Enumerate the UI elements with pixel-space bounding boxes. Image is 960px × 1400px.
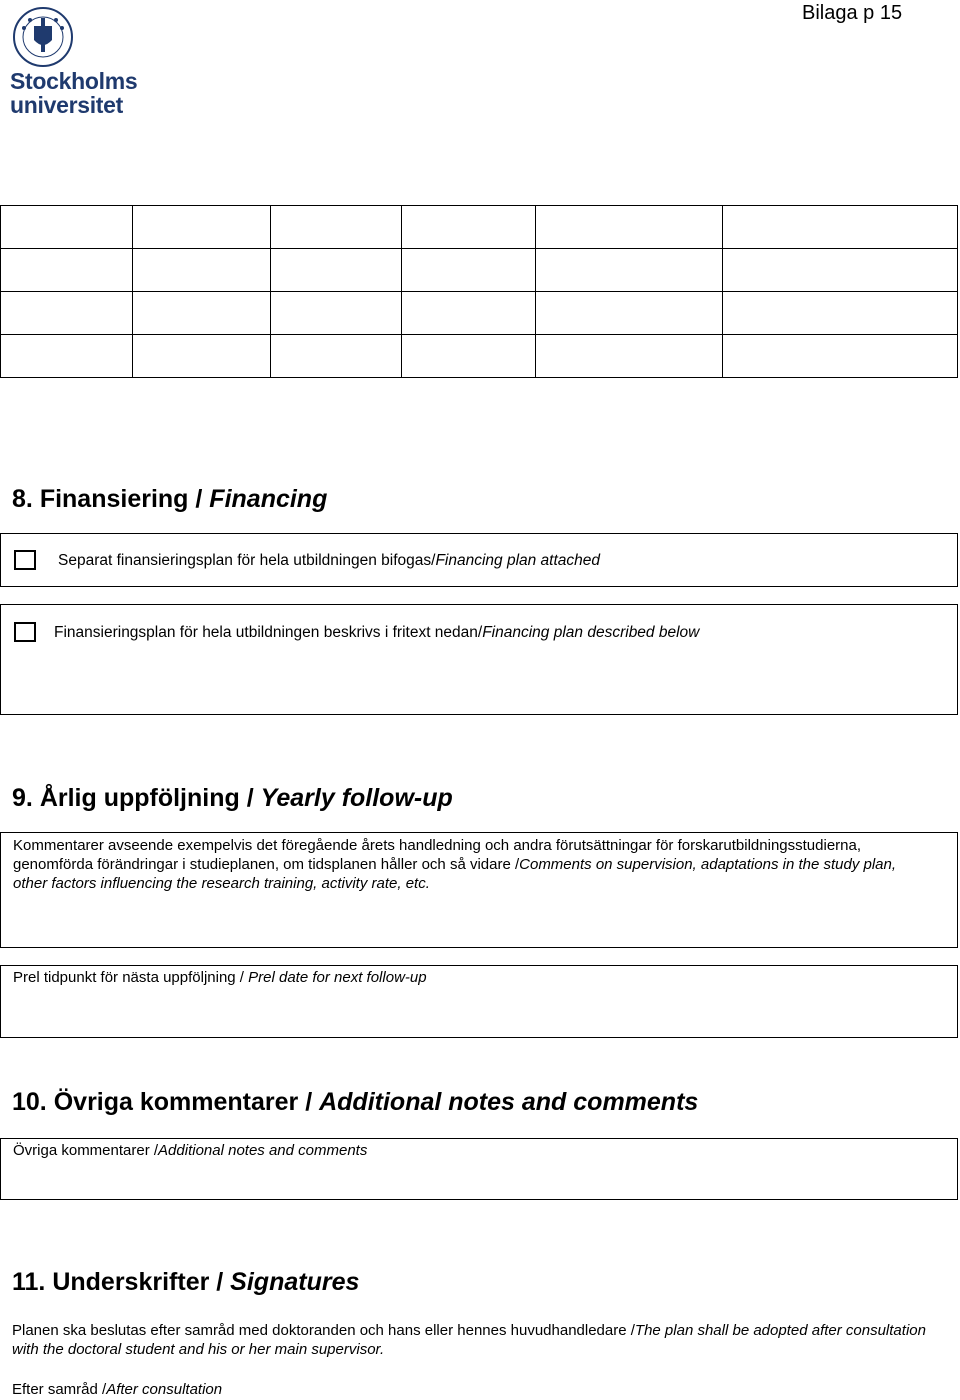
table-cell[interactable]: [401, 249, 536, 292]
additional-comments-label: Övriga kommentarer /Additional notes and comments: [13, 1142, 368, 1159]
next-follow-up-field[interactable]: [0, 965, 958, 1038]
university-seal-icon: [10, 6, 80, 68]
table-cell[interactable]: [270, 249, 401, 292]
table-cell[interactable]: [401, 292, 536, 335]
table-cell[interactable]: [536, 206, 723, 249]
table-cell[interactable]: [132, 206, 270, 249]
next-follow-up-label: Prel tidpunkt för nästa uppföljning / Prel date for next follow-up: [13, 969, 427, 986]
table-cell[interactable]: [270, 292, 401, 335]
logo-text-line2: universitet: [10, 92, 124, 118]
signatures-instructions: Planen ska beslutas efter samråd med doktoranden och hans eller hennes huvudhandledare /The plan shall be adopted after consultation with the doctoral student and his or her main supervisor.: [12, 1322, 926, 1358]
section-8-heading: 8. Finansiering / Financing: [12, 485, 328, 513]
table-cell[interactable]: [132, 292, 270, 335]
logo-text-line1: Stockholms: [10, 68, 138, 94]
table-cell[interactable]: [536, 249, 723, 292]
section-9-heading: 9. Årlig uppföljning / Yearly follow-up: [12, 784, 453, 812]
table-row: [1, 292, 958, 335]
table-cell[interactable]: [270, 206, 401, 249]
financing-option-1-box: [0, 533, 958, 587]
table-cell[interactable]: [723, 292, 958, 335]
university-logo: [10, 6, 140, 116]
page-label: Bilaga p 15: [802, 2, 903, 24]
after-consultation-label: Efter samråd /After consultation: [12, 1381, 223, 1398]
financing-option-2-box: [0, 604, 958, 715]
table-cell[interactable]: [723, 206, 958, 249]
additional-comments-field[interactable]: [0, 1138, 958, 1200]
table-cell[interactable]: [723, 335, 958, 378]
table-cell[interactable]: [723, 249, 958, 292]
table-cell[interactable]: [1, 249, 133, 292]
table-cell[interactable]: [536, 335, 723, 378]
yearly-comments-label: Kommentarer avseende exempelvis det föregående årets handledning och andra förutsättningar för forskarutbildningsstudierna, genomförda förändringar i studieplanen, om tidsplanen håller och så vidare /Comments on supervision, adaptations in the study plan, other factors influencing the research training, activity rate, etc.: [13, 837, 897, 892]
financing-described-checkbox[interactable]: [14, 622, 36, 642]
table-cell[interactable]: [132, 249, 270, 292]
section-10-heading: 10. Övriga kommentarer / Additional notes and comments: [12, 1088, 699, 1116]
financing-attached-checkbox[interactable]: [14, 550, 36, 570]
table-cell[interactable]: [132, 335, 270, 378]
table-cell[interactable]: [270, 335, 401, 378]
table-cell[interactable]: [1, 292, 133, 335]
table-cell[interactable]: [1, 335, 133, 378]
financing-option-2-label: Finansieringsplan för hela utbildningen beskrivs i fritext nedan/Financing plan described below: [54, 624, 700, 641]
financing-option-1-label: Separat finansieringsplan för hela utbildningen bifogas/Financing plan attached: [58, 552, 601, 569]
table-cell[interactable]: [401, 206, 536, 249]
top-table: [0, 205, 958, 378]
section-11-heading: 11. Underskrifter / Signatures: [12, 1268, 360, 1296]
yearly-comments-field[interactable]: [0, 832, 958, 948]
table-row: [1, 206, 958, 249]
table-cell[interactable]: [1, 206, 133, 249]
table-row: [1, 335, 958, 378]
table-cell[interactable]: [536, 292, 723, 335]
table-row: [1, 249, 958, 292]
table-cell[interactable]: [401, 335, 536, 378]
